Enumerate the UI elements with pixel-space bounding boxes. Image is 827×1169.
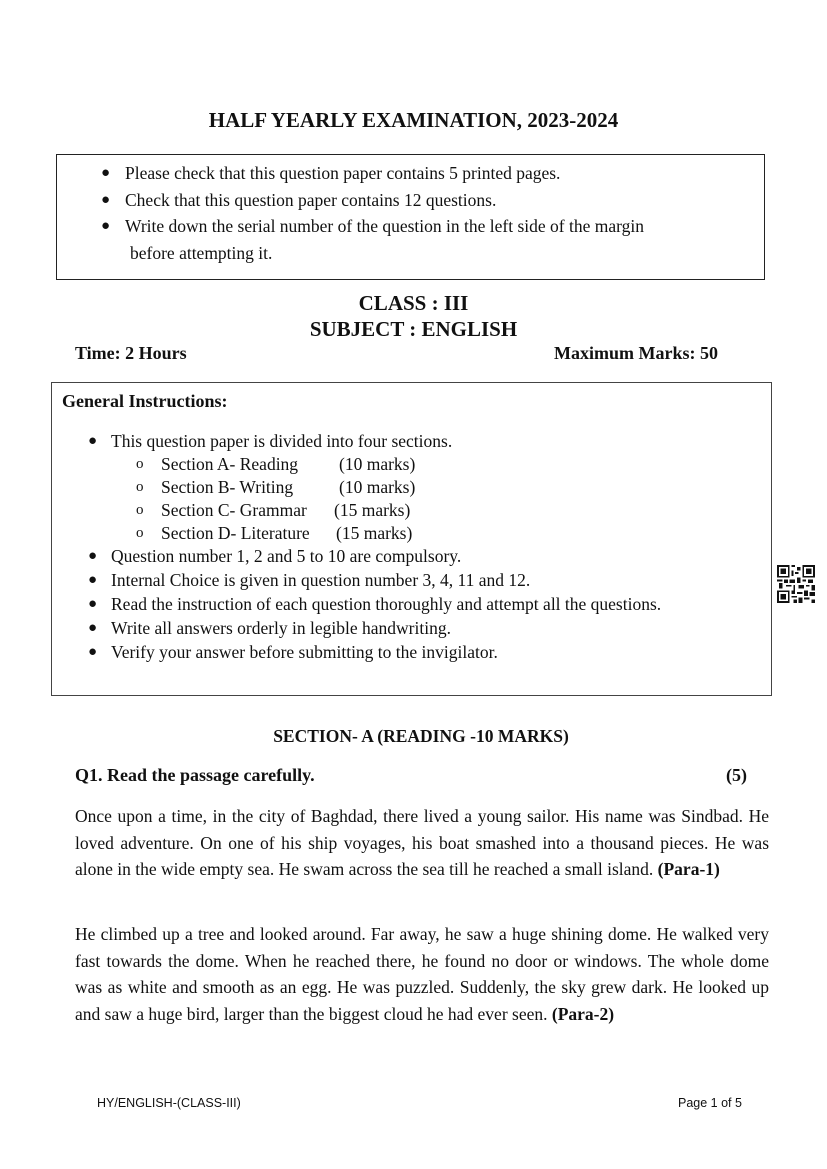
- notice-text: Check that this question paper contains 12 questions.: [125, 189, 497, 210]
- page-number: Page 1 of 5: [678, 1096, 742, 1110]
- notice-item: [57, 160, 644, 187]
- notice-item: [57, 187, 644, 214]
- instruction-item: Write all answers orderly in legible handwriting.: [111, 618, 451, 638]
- section-name: Section D- Literature: [161, 523, 310, 543]
- bullet-icon: ●: [88, 620, 98, 636]
- circle-bullet-icon: o: [136, 502, 144, 518]
- class-label: CLASS : III: [358, 291, 469, 315]
- instruction-item: Question number 1, 2 and 5 to 10 are compulsory.: [111, 546, 462, 566]
- general-instructions-box: [51, 382, 772, 696]
- circle-bullet-icon: o: [136, 456, 144, 472]
- bullet-icon: ●: [101, 191, 111, 208]
- passage-paragraph-1: [75, 803, 769, 883]
- section-marks: (10 marks): [339, 454, 416, 474]
- question-1-label: Q1. Read the passage carefully.: [75, 765, 315, 785]
- notice-text: before attempting it.: [130, 242, 273, 263]
- bullet-icon: ●: [88, 548, 98, 564]
- notice-list: [57, 160, 644, 266]
- general-instructions-title: General Instructions:: [62, 391, 228, 411]
- section-name: Section B- Writing: [161, 477, 294, 497]
- notice-box: [56, 154, 765, 280]
- paragraph-text: Once upon a time, in the city of Baghdad, there lived a young sailor. His name was Sindbad. He loved adventure. On one of his ship voyages, his boat smashed into a thousand pieces. He was alone in the wide empty sea. He swam across the sea till he reached a small island.: [75, 806, 769, 879]
- bullet-icon: ●: [101, 165, 111, 181]
- paragraph-tag: (Para-2): [551, 1003, 615, 1024]
- passage-paragraph-2: [75, 921, 769, 1027]
- circle-bullet-icon: o: [136, 525, 144, 541]
- bullet-icon: ●: [88, 433, 98, 449]
- notice-text: Please check that this question paper contains 5 printed pages.: [125, 163, 561, 183]
- subject-label: SUBJECT : ENGLISH: [309, 317, 518, 341]
- bullet-icon: ●: [88, 596, 98, 612]
- section-name: Section C- Grammar: [161, 500, 307, 520]
- notice-text: Write down the serial number of the question in the left side of the margin: [125, 216, 644, 236]
- instruction-item: Verify your answer before submitting to the invigilator.: [111, 642, 498, 662]
- section-name: Section A- Reading: [161, 454, 299, 474]
- time-label: Time: 2 Hours: [75, 343, 187, 363]
- instruction-item: Read the instruction of each question thoroughly and attempt all the questions.: [111, 594, 662, 614]
- bullet-icon: ●: [88, 572, 98, 588]
- footer-code: HY/ENGLISH-(CLASS-III): [97, 1096, 241, 1110]
- section-marks: (15 marks): [334, 500, 411, 520]
- max-marks-label: Maximum Marks: 50: [554, 343, 718, 363]
- bullet-icon: ●: [101, 218, 111, 234]
- notice-item: [57, 213, 644, 240]
- exam-title: HALF YEARLY EXAMINATION, 2023-2024: [208, 108, 619, 132]
- instruction-intro: This question paper is divided into four sections.: [111, 431, 453, 451]
- instruction-item: Internal Choice is given in question number 3, 4, 11 and 12.: [111, 570, 531, 590]
- paragraph-text: He climbed up a tree and looked around. Far away, he saw a huge shining dome. He walked very fast towards the dome. When he reached there, he found no door or windows. The whole dome was as white and smooth as an egg. He was puzzled. Suddenly, the sky grew dark. He looked up and saw a huge bird, larger than the biggest cloud he had ever seen.: [75, 924, 769, 1024]
- circle-bullet-icon: o: [136, 479, 144, 495]
- section-marks: (15 marks): [336, 523, 413, 543]
- qr-code-icon: [776, 565, 816, 603]
- paragraph-tag: (Para-1): [657, 859, 720, 879]
- section-marks: (10 marks): [339, 477, 416, 497]
- notice-continuation: [57, 240, 644, 267]
- section-a-heading: SECTION- A (READING -10 MARKS): [273, 726, 569, 746]
- question-1-marks: (5): [726, 765, 747, 785]
- bullet-icon: ●: [88, 644, 98, 660]
